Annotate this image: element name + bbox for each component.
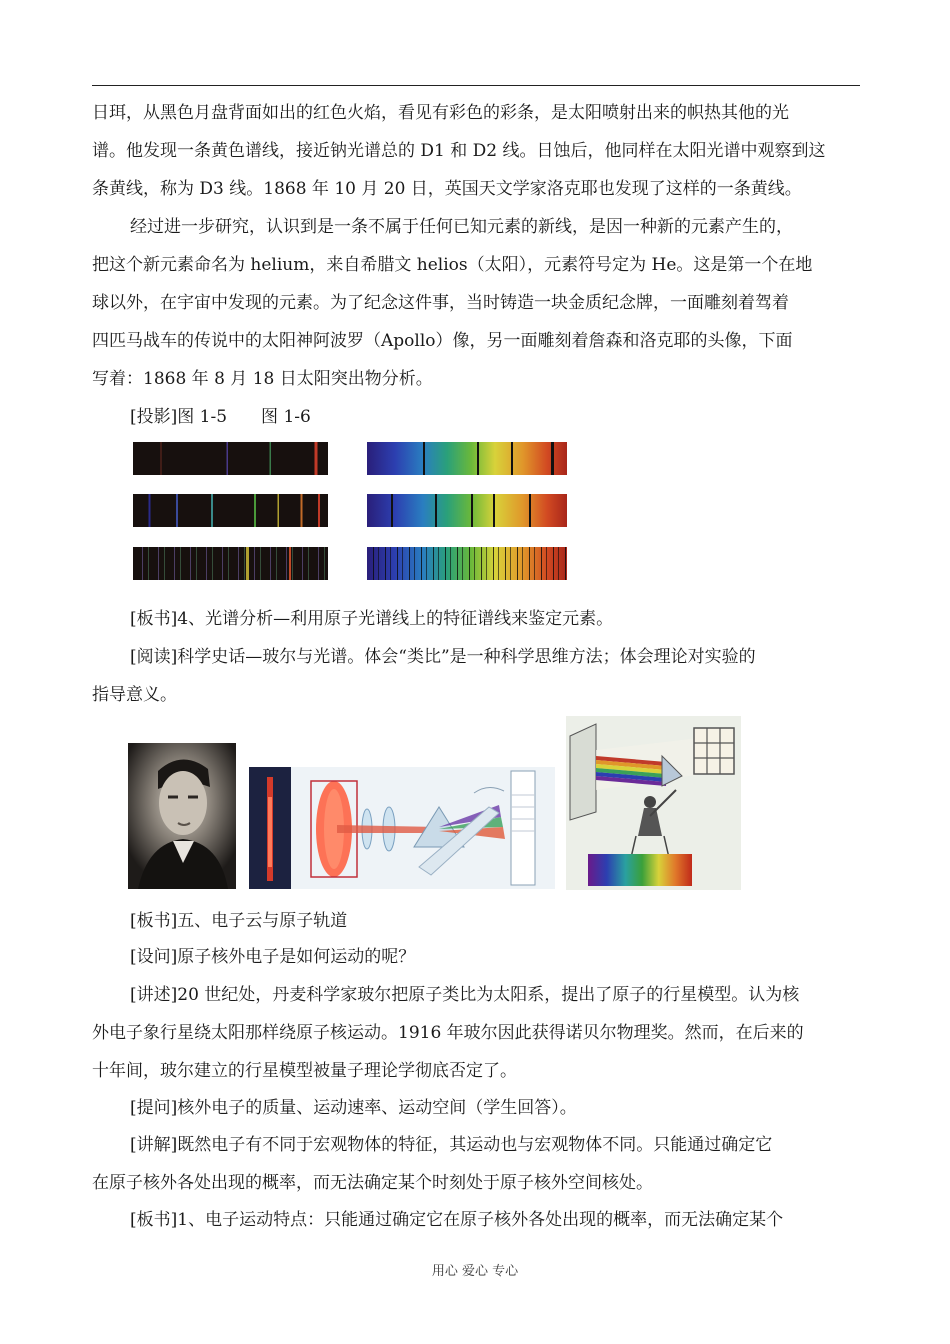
header-rule	[92, 85, 860, 86]
text-line: 日珥，从黑色月盘背面如出的红色火焰，看见有彩色的彩条，是太阳喷射出来的帜热其他的光	[92, 103, 789, 123]
text-line: 外电子象行星绕太阳那样绕原子核运动。1916 年玻尔因此获得诺贝尔物理奖。然而，在后来的	[92, 1023, 804, 1043]
text-line: 球以外，在宇宙中发现的元素。为了纪念这件事，当时铸造一块金质纪念牌，一面雕刻着驾着	[92, 293, 789, 313]
text-line: 指导意义。	[92, 685, 177, 705]
text-line: 经过进一步研究，认识到是一条不属于任何已知元素的新线，是因一种新的元素产生的，	[130, 217, 793, 237]
paragraph-6	[92, 902, 862, 940]
spectroscope-diagram-image	[249, 767, 555, 889]
paragraph-7	[92, 938, 862, 976]
text-line: 十年间，玻尔建立的行星模型被量子理论学彻底否定了。	[92, 1061, 517, 1081]
text-line: [讲述]20 世纪处，丹麦科学家玻尔把原子类比为太阳系，提出了原子的行星模型。认为核	[130, 985, 800, 1005]
text-line: [投影]图 1-5 图 1-6	[130, 407, 311, 427]
text-line: [板书]五、电子云与原子轨道	[130, 911, 348, 931]
text-line: 写着：1868 年 8 月 18 日太阳突出物分析。	[92, 369, 433, 389]
absorption-spectrum-1	[367, 442, 567, 475]
text-line: [设问]原子核外电子是如何运动的呢？	[130, 947, 416, 967]
text-line: 四匹马战车的传说中的太阳神阿波罗（Apollo）像，另一面雕刻着詹森和洛克耶的头像，下面	[92, 331, 793, 351]
paragraph-11	[92, 1201, 862, 1239]
text-line: [板书]1、电子运动特点：只能通过确定它在原子核外各处出现的概率，而无法确定某个	[130, 1210, 784, 1230]
paragraph-1	[92, 94, 862, 208]
newton-prism-image	[566, 716, 741, 890]
paragraph-10	[92, 1126, 862, 1202]
text-line: 条黄线，称为 D3 线。1868 年 10 月 20 日，英国天文学家洛克耶也发现了这样的一条黄线。	[92, 179, 802, 199]
absorption-spectrum-2	[367, 494, 567, 527]
text-line: [阅读]科学史话—玻尔与光谱。体会“类比”是一种科学思维方法；体会理论对实验的	[130, 647, 756, 667]
paragraph-8	[92, 976, 862, 1090]
text-line: [讲解]既然电子有不同于宏观物体的特征，其运动也与宏观物体不同。只能通过确定它	[130, 1135, 773, 1155]
paragraph-4	[92, 600, 862, 638]
emission-spectrum-2	[133, 494, 328, 527]
text-line: [板书]4、光谱分析—利用原子光谱线上的特征谱线来鉴定元素。	[130, 609, 614, 629]
page-footer: 用心 爱心 专心	[431, 1264, 519, 1279]
paragraph-2	[92, 208, 862, 398]
absorption-spectrum-3	[367, 547, 567, 580]
bohr-portrait-image	[128, 743, 236, 889]
text-line: 在原子核外各处出现的概率，而无法确定某个时刻处于原子核外空间核处。	[92, 1173, 653, 1193]
paragraph-5	[92, 638, 862, 714]
paragraph-3	[92, 398, 862, 436]
emission-spectrum-1	[133, 442, 328, 475]
text-line: 谱。他发现一条黄色谱线，接近钠光谱总的 D1 和 D2 线。日蚀后，他同样在太阳光谱中观察到这	[92, 141, 826, 161]
paragraph-9	[92, 1089, 862, 1127]
text-line: 把这个新元素命名为 helium，来自希腊文 helios（太阳），元素符号定为 He。这是第一个在地	[92, 255, 813, 275]
emission-spectrum-3	[133, 547, 328, 580]
text-line: [提问]核外电子的质量、运动速率、运动空间（学生回答）。	[130, 1098, 577, 1118]
